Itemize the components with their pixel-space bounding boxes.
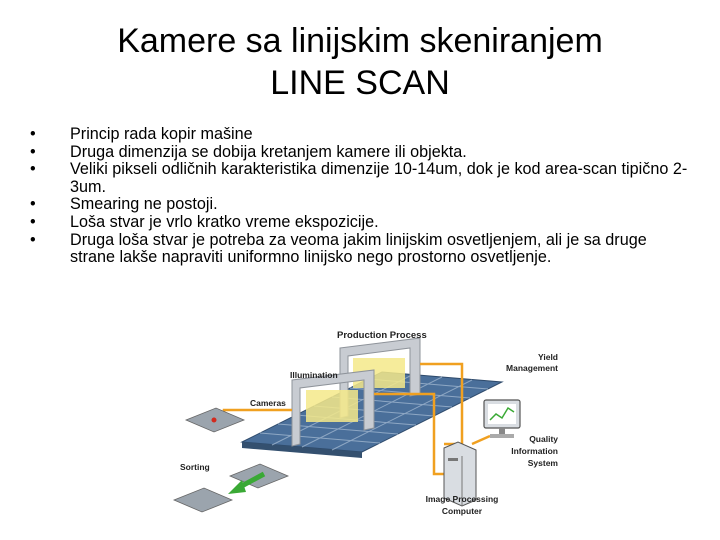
bullet-dot-icon: •: [30, 125, 36, 143]
bullet-dot-icon: •: [30, 160, 36, 179]
bullet-dot-icon: •: [30, 212, 36, 231]
bullet-item: • Druga dimenzija se dobija kretanjem kamere ili objekta.: [30, 142, 467, 161]
label-system: System: [527, 458, 558, 468]
bullet-item: • Loša stvar je vrlo kratko vreme ekspozicije.: [30, 212, 379, 231]
label-management: Management: [506, 363, 558, 373]
bullet-list: [30, 126, 690, 267]
title-line-2: LINE SCAN: [270, 64, 450, 102]
bullet-dot-icon: •: [30, 195, 36, 214]
label-image-processing: Image Processing: [425, 494, 499, 504]
label-illumination: Illumination: [290, 370, 338, 380]
sorting-tiles: [174, 408, 288, 512]
bullet-item: • Veliki pikseli odličnih karakteristika dimenzije 10-14um, dok je kod area-scan tipično 2-3um.: [30, 160, 688, 196]
defect-mark-icon: [212, 418, 217, 423]
bullet-item: • Druga loša stvar je potreba za veoma jakim linijskim osvetljenjem, ali je sa druge strane lakše napraviti uniformno linijsko nego prostorno osvetljenje.: [30, 230, 647, 267]
bullet-item: • Princip rada kopir mašine: [30, 125, 253, 143]
label-information: Information: [511, 446, 558, 456]
label-cameras: Cameras: [250, 398, 286, 408]
line-scan-process-diagram: [172, 324, 558, 530]
label-yield: Yield: [538, 352, 558, 362]
label-quality: Quality: [529, 434, 558, 444]
bullet-dot-icon: •: [30, 230, 36, 249]
slide-title: [0, 20, 720, 104]
bullet-item: • Smearing ne postoji.: [30, 195, 218, 214]
monitor-icon: [484, 400, 520, 438]
label-sorting: Sorting: [180, 462, 210, 472]
label-computer: Computer: [441, 506, 483, 516]
bullet-dot-icon: •: [30, 142, 36, 161]
label-production-process: Production Process: [337, 330, 427, 341]
title-line-1: Kamere sa linijskim skeniranjem: [117, 22, 603, 60]
camera-light: [306, 390, 358, 422]
